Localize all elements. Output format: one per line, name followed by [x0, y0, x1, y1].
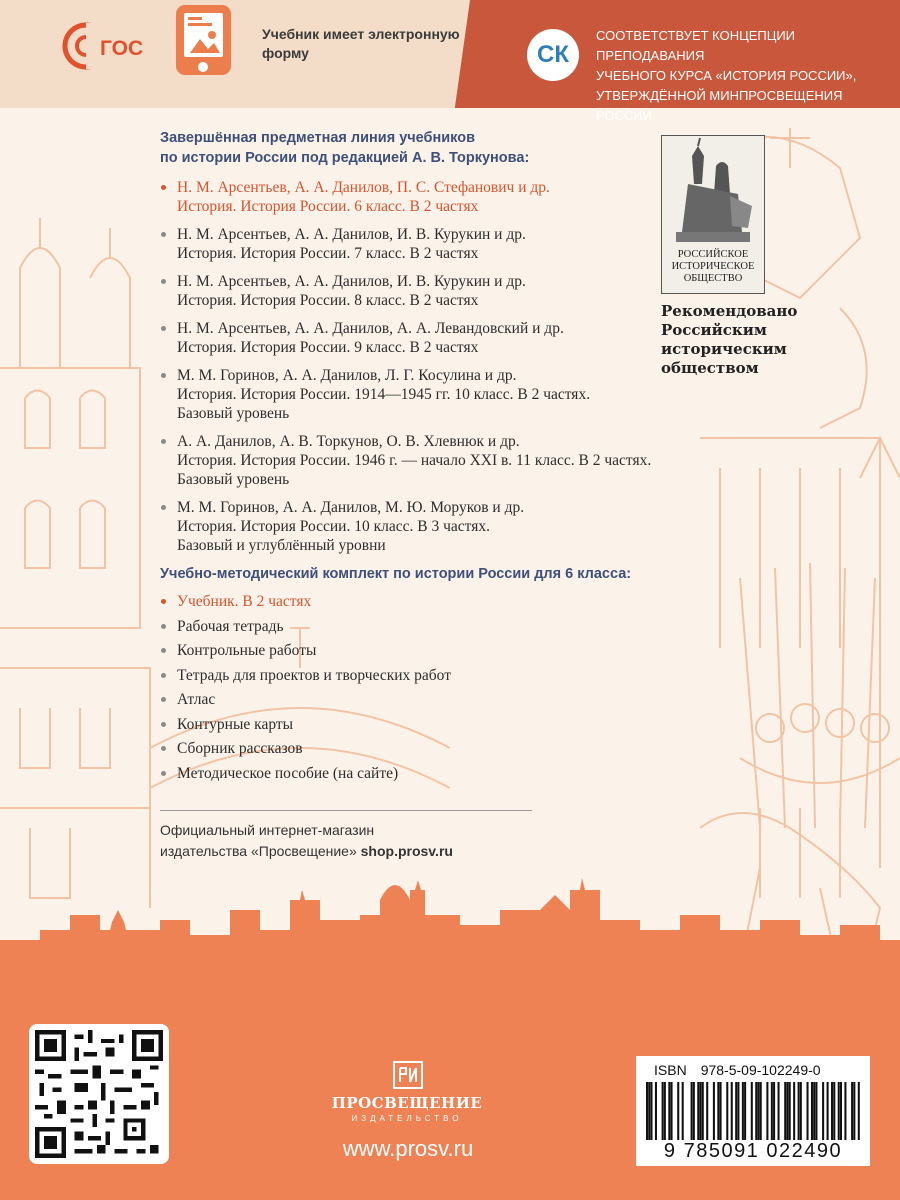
list-item: М. М. Горинов, А. А. Данилов, М. Ю. Моруков и др. История. История России. 10 класс. В 3 частях. Базовый и углублённый уровни — [160, 498, 720, 555]
city-skyline-illustration — [0, 860, 900, 970]
qr-code — [29, 1024, 169, 1164]
list-item: Н. М. Арсентьев, А. А. Данилов, И. В. Курукин и др. История. История России. 7 класс. В 2 частях — [160, 225, 720, 263]
list-item: Контурные карты — [160, 715, 720, 734]
kit-heading: Учебно-методический комплект по истории России для 6 класса: — [160, 566, 632, 582]
concept-line-2: УЧЕБНОГО КУРСА «ИСТОРИЯ РОССИИ», — [596, 68, 857, 83]
isbn-text: ISBN 978-5-09-102249-0 — [654, 1062, 821, 1078]
rho-emblem-label: РОССИЙСКОЕ ИСТОРИЧЕСКОЕ ОБЩЕСТВО — [671, 249, 755, 284]
list-item: Н. М. Арсентьев, А. А. Данилов, А. А. Левандовский и др. История. История России. 9 класс. В 2 частях — [160, 319, 720, 357]
divider — [160, 810, 532, 811]
isbn-barcode-block — [636, 1056, 870, 1166]
main-content — [160, 128, 720, 788]
qr-code-icon — [35, 1030, 163, 1158]
series-book-list — [160, 178, 720, 555]
kit-list — [160, 592, 720, 783]
list-item: А. А. Данилов, А. В. Торкунов, О. В. Хлевнюк и др. История. История России. 1946 г. — начало XXI в. 11 класс. В 2 частях. Базовый уровень — [160, 432, 720, 489]
list-item: Атлас — [160, 690, 720, 709]
publisher-name: ПРОСВЕЩЕНИЕ — [331, 1094, 483, 1112]
ean-digits: 9 785091 022490 — [663, 1140, 843, 1162]
series-heading: Завершённая предметная линия учебников по истории России под редакцией А. В. Торкунова: — [160, 130, 530, 166]
fgos-label: ГОС — [100, 37, 144, 60]
list-item: Рабочая тетрадь — [160, 617, 720, 636]
list-item: Методическое пособие (на сайте) — [160, 764, 720, 783]
shop-link[interactable]: shop.prosv.ru — [360, 843, 453, 859]
publisher-logo-icon — [330, 1060, 490, 1094]
rho-recommendation: Рекомендовано Российским историческим обществом — [661, 302, 798, 377]
barcode-icon — [646, 1082, 860, 1140]
list-item: Учебник. В 2 частях — [160, 592, 720, 611]
list-item: М. М. Горинов, А. А. Данилов, Л. Г. Косулина и др. История. История России. 1914—1945 гг. 10 класс. В 2 частях. Базовый уровень — [160, 366, 720, 423]
rho-emblem — [661, 135, 765, 294]
tablet-icon — [176, 5, 231, 75]
publisher-subtitle: ИЗДАТЕЛЬСТВО — [351, 1114, 463, 1123]
concept-compliance-text — [596, 26, 896, 126]
publisher-website[interactable]: www.prosv.ru — [342, 1136, 474, 1161]
list-item: Н. М. Арсентьев, А. А. Данилов, П. С. Стефанович и др. История. История России. 6 класс. В 2 частях — [160, 178, 720, 216]
monument-icon — [662, 136, 764, 246]
electronic-form-label: Учебник имеет электронную форму — [262, 26, 460, 61]
list-item: Сборник рассказов — [160, 739, 720, 758]
concept-line-3: УТВЕРЖДЁННОЙ МИНПРОСВЕЩЕНИЯ РОССИИ — [596, 88, 843, 123]
concept-logo-letters: СК — [537, 41, 569, 68]
list-item: Тетрадь для проектов и творческих работ — [160, 666, 720, 685]
shop-info: Официальный интернет-магазин издательства «Просвещение» shop.prosv.ru — [160, 822, 453, 859]
list-item: Н. М. Арсентьев, А. А. Данилов, И. В. Курукин и др. История. История России. 8 класс. В 2 частях — [160, 272, 720, 310]
list-item: Контрольные работы — [160, 641, 720, 660]
concept-logo-icon — [527, 29, 579, 81]
concept-line-1: СООТВЕТСТВУЕТ КОНЦЕПЦИИ ПРЕПОДАВАНИЯ — [596, 28, 796, 63]
